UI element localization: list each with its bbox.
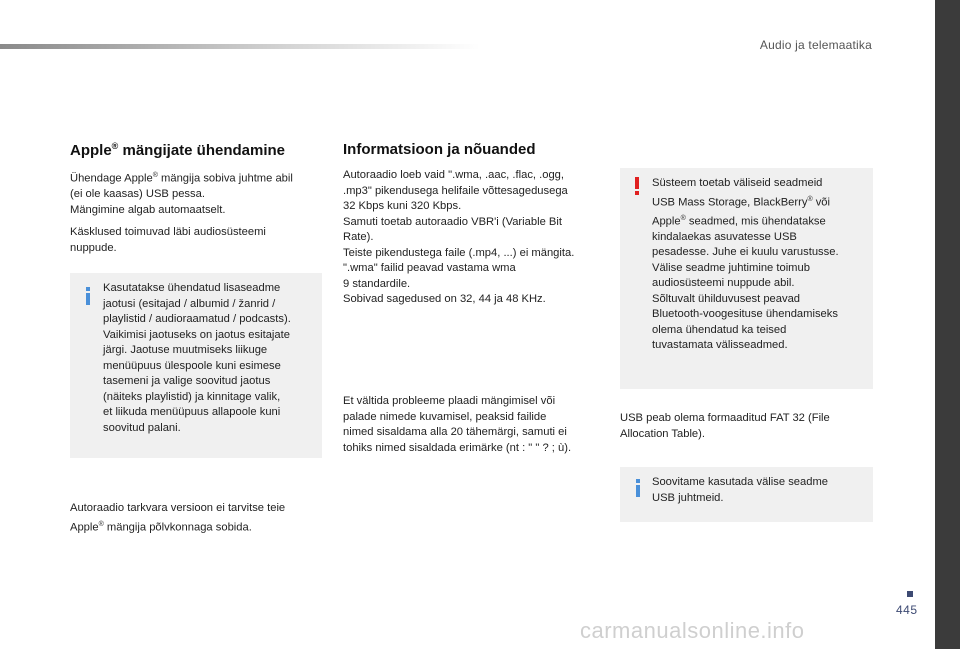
usb-format-paragraph: USB peab olema formaaditud FAT 32 (File Allocation Table). — [620, 412, 830, 440]
info-note-sorting — [70, 273, 322, 458]
info-icon — [86, 287, 90, 304]
software-version-paragraph: Autoraadio tarkvara versioon ei tarvitse teie Apple® mängija põlvkonnaga sobida. — [70, 502, 286, 534]
file-formats-paragraph: Autoraadio loeb vaid ".wma, .aac, .flac, .ogg, .mp3" pikendusega helifaile võttesagedusega 32 Kbps kuni 320 Kbps. Samuti toetab autoraadio VBR'i (Variable Bit Rate). Teiste pikendustega faile (.mp4, ...) ei mängita. ".wma" failid peavad vastama wma 9 standardile. Sobivad sagedused on 32, 44 ja 48 KHz. — [343, 169, 575, 305]
info-note-cables-text: Soovitame kasutada välise seadme USB juhtmeid. — [652, 476, 828, 504]
info-note-cables — [620, 467, 873, 522]
apple-heading: Apple® mängijate ühendamine — [70, 141, 286, 159]
page-edge-strip — [935, 0, 960, 649]
watermark: carmanualsonline.info — [580, 618, 805, 643]
header-gradient-bar — [0, 44, 480, 49]
warning-note-usb — [620, 168, 873, 389]
warning-icon — [635, 177, 639, 194]
filename-advice-paragraph: Et vältida probleeme plaadi mängimisel või palade nimede kuvamisel, peaksid failide nimed sisaldama alla 20 tähemärgi, samuti ei tohiks nimed sisaldada erimärke (nt : " " ? ; ù). — [343, 395, 572, 454]
apple-connect-paragraph: Ühendage Apple® mängija sobiva juhtme abil (ei ole kaasas) USB pessa. Mängimine algab automaatselt. — [70, 172, 293, 216]
warning-note-text: Süsteem toetab väliseid seadmeid USB Mass Storage, BlackBerry® või Apple® seadmed, mis ühendatakse kindalaekas asuvatesse USB pesadesse. Juhe ei kuulu varustusse. Välise seadme juhtimine toimub audiosüsteemi nuppude abil. Sõltuvalt ühilduvusest peavad Bluetooth-voogesituse ühendamiseks olema ühendatud ka teised tuvastamata välisseadmed. — [652, 177, 839, 352]
controls-paragraph: Käsklused toimuvad läbi audiosüsteemi nuppude. — [70, 226, 266, 254]
info-icon — [636, 479, 640, 496]
page-number: 445 — [896, 603, 918, 617]
page-marker — [907, 591, 913, 597]
info-note-text: Kasutatakse ühendatud lisaseadme jaotusi (esitajad / albumid / žanrid / playlistid / audioraamatud / podcasts). Vaikimisi jaotuseks on jaotus esitajate järgi. Jaotuse muutmiseks liikuge menüüpuus ülespoole kuni esimese tasemeni ja valige soovitud jaotus (näiteks playlistid) ja kinnitage valik, et liikuda menüüpuus allapoole kuni soovitud palani. — [103, 282, 291, 434]
section-title: Audio ja telemaatika — [759, 38, 872, 52]
info-tips-heading: Informatsioon ja nõuanded — [343, 141, 536, 158]
